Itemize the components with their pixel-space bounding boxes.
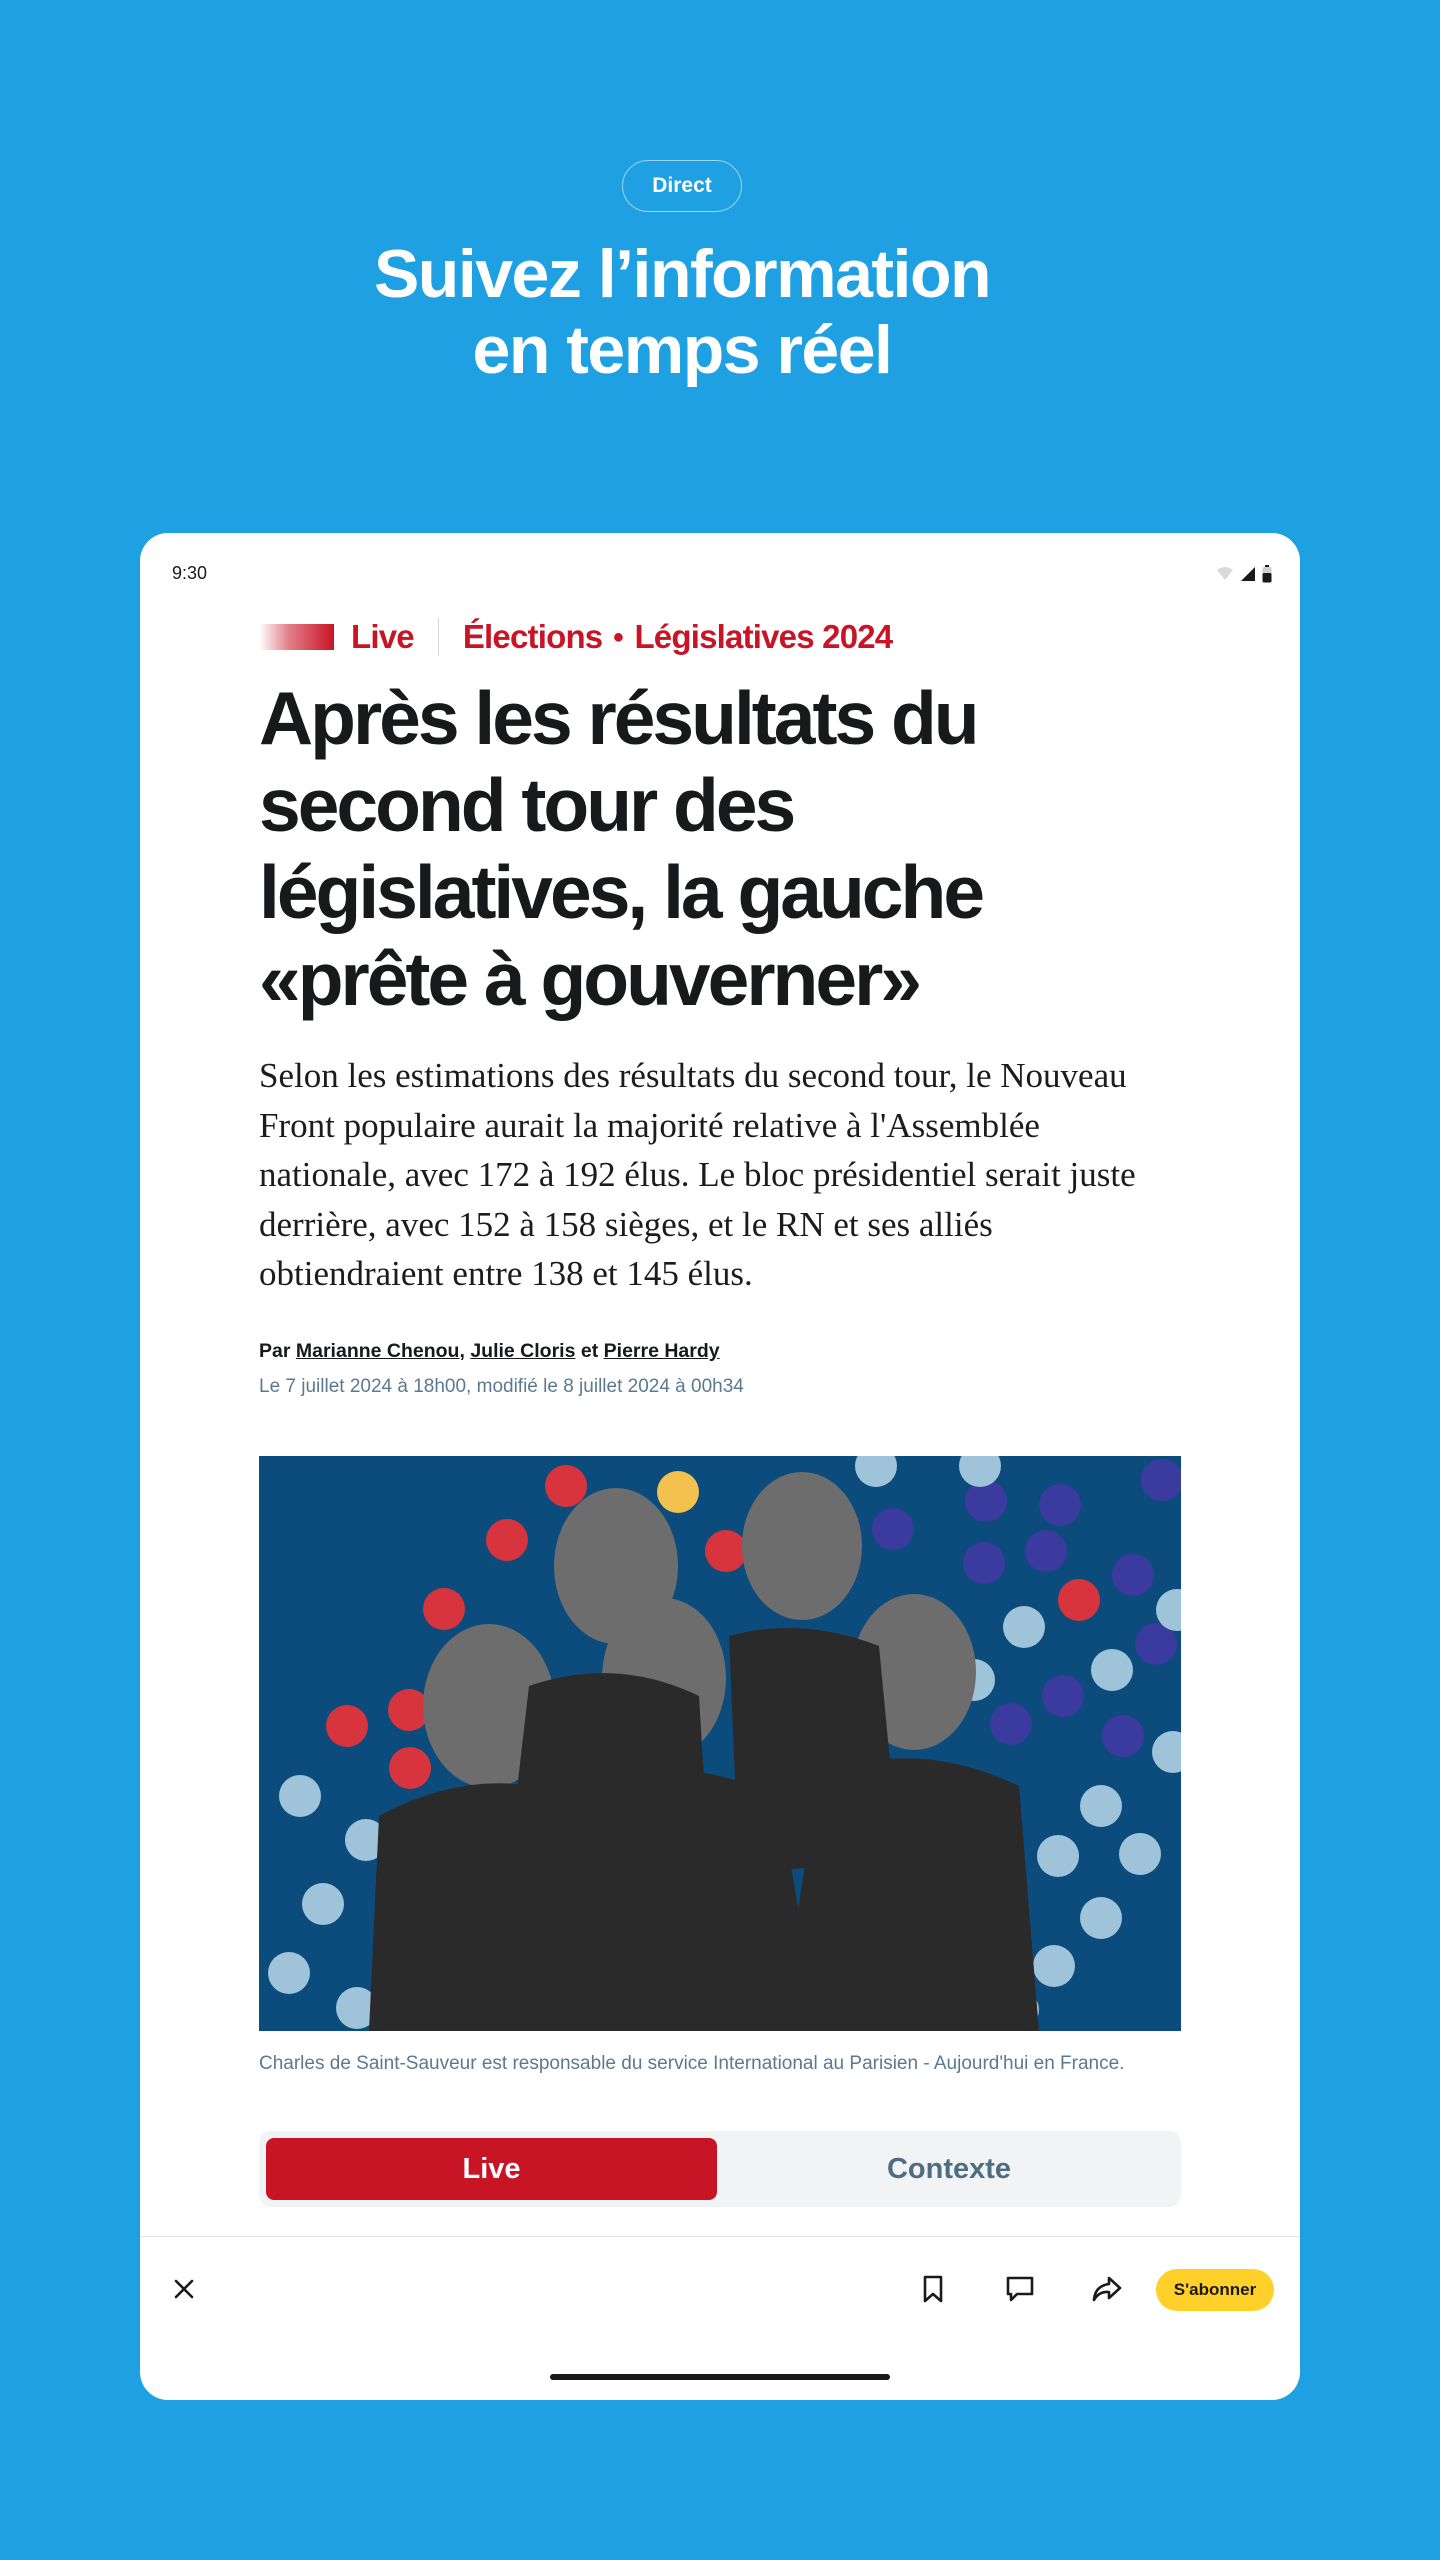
close-icon [173,2278,195,2300]
promo-headline-line-2: en temps réel [472,312,892,388]
byline-conjunction: et [580,1340,599,1362]
live-context-switch [259,2131,1181,2207]
bottom-toolbar [140,2237,1300,2357]
live-label: Live [351,618,414,655]
category-link[interactable]: Élections [462,618,603,655]
close-button[interactable] [164,2269,204,2309]
bookmark-icon [922,2275,944,2303]
label-divider [438,618,439,656]
comment-icon [1005,2275,1035,2303]
article-lede: Selon les estimations des résultats du second tour, le Nouveau Front populaire aurait la majorité relative à l'Assemblée nationale, avec 172 à 192 élus. Le bloc présidentiel serait juste derrière, avec 152 à 158 sièges, et le RN et ses alliés obtiendraient entre 138 et 145 élus. [259,1056,1136,1293]
wifi-icon [1216,566,1234,582]
battery-icon [1262,565,1272,583]
article-headline: Après les résultats du second tour des législatives, la gauche «prête à gouverner» [259,676,983,1021]
tab-context[interactable]: Contexte [886,2152,1012,2185]
share-button[interactable] [1087,2269,1127,2309]
device-frame [140,533,1300,2400]
subscribe-button[interactable]: S'abonner [1156,2269,1274,2311]
home-indicator[interactable] [550,2374,890,2380]
byline-separator: , [459,1340,465,1362]
status-time: 9:30 [172,563,208,583]
direct-pill: Direct [622,160,742,212]
author-link[interactable]: Marianne Chenou [295,1340,460,1362]
share-icon [1091,2275,1123,2303]
image-caption: Charles de Saint-Sauveur est responsable du service International au Parisien - Aujourd'hui en France. [259,2053,1125,2074]
tab-live[interactable]: Live [266,2138,717,2200]
status-icons [1216,565,1272,583]
comment-button[interactable] [1000,2269,1040,2309]
author-link[interactable]: Julie Cloris [470,1340,576,1362]
article-dateline: Le 7 juillet 2024 à 18h00, modifié le 8 juillet 2024 à 00h34 [259,1376,744,1397]
bookmark-button[interactable] [913,2269,953,2309]
promo-headline [0,236,1364,388]
byline [259,1340,720,1363]
cellular-signal-icon [1240,566,1256,582]
author-link[interactable]: Pierre Hardy [603,1340,720,1362]
category-dot: ● [612,625,625,648]
subcategory-link[interactable]: Législatives 2024 [634,618,893,655]
hero-illustration [259,1456,1181,2031]
byline-prefix: Par [259,1340,291,1362]
live-indicator-bar [259,624,334,650]
status-bar [140,533,1300,619]
hero-image [259,1456,1181,2031]
promo-headline-line-1: Suivez l’information [373,236,991,312]
article-label-row [259,615,892,659]
